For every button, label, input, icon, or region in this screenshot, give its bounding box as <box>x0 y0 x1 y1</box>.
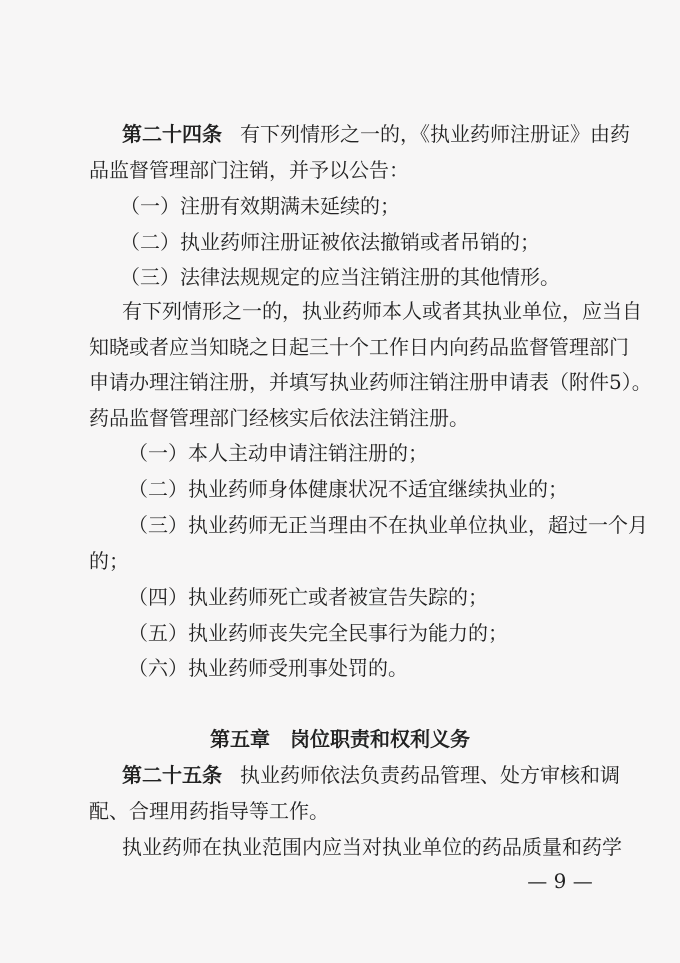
article-24-para2-line-3: 申请办理注销注册，并填写执业药师注销注册申请表（附件5）。 <box>89 370 652 394</box>
article-24-heading: 第二十四条 <box>122 122 222 146</box>
article-24-line-1 <box>122 121 630 147</box>
article-24-para2-line-2: 知晓或者应当知晓之日起三十个工作日内向药品监督管理部门 <box>89 335 629 359</box>
article-24-sub-item-1: （一）本人主动申请注销注册的； <box>128 441 428 465</box>
article-24-text-1: 有下列情形之一的，《执业药师注册证》由药 <box>240 122 630 146</box>
article-24-para2-line-1: 有下列情形之一的，执业药师本人或者其执业单位，应当自 <box>122 299 642 323</box>
article-25-line-1 <box>122 762 620 788</box>
article-24-item-3: （三）法律法规规定的应当注销注册的其他情形。 <box>120 265 560 289</box>
article-24-sub-item-4: （四）执业药师死亡或者被宣告失踪的； <box>128 585 488 609</box>
article-24-item-1: （一）注册有效期满未延续的； <box>120 194 400 218</box>
article-25-line-2: 配、合理用药指导等工作。 <box>89 799 329 823</box>
page-number: — 9 — <box>527 869 593 893</box>
article-24-para2-line-4: 药品监督管理部门经核实后依法注销注册。 <box>89 406 469 430</box>
last-paragraph-line: 执业药师在执业范围内应当对执业单位的药品质量和药学 <box>122 835 622 859</box>
article-24-sub-item-2: （二）执业药师身体健康状况不适宜继续执业的； <box>128 477 568 501</box>
article-24-sub-item-3-cont: 的； <box>89 549 129 573</box>
chapter-5-title: 第五章 岗位职责和权利义务 <box>210 727 470 751</box>
article-25-heading: 第二十五条 <box>122 763 222 787</box>
article-24-sub-item-6: （六）执业药师受刑事处罚的。 <box>128 656 408 680</box>
article-24-item-2: （二）执业药师注册证被依法撤销或者吊销的； <box>120 230 540 254</box>
article-24-sub-item-5: （五）执业药师丧失完全民事行为能力的； <box>128 621 508 645</box>
article-24-sub-item-3: （三）执业药师无正当理由不在执业单位执业，超过一个月 <box>128 513 648 537</box>
article-24-line-2: 品监督管理部门注销，并予以公告： <box>89 158 409 182</box>
article-25-text-1: 执业药师依法负责药品管理、处方审核和调 <box>240 763 620 787</box>
